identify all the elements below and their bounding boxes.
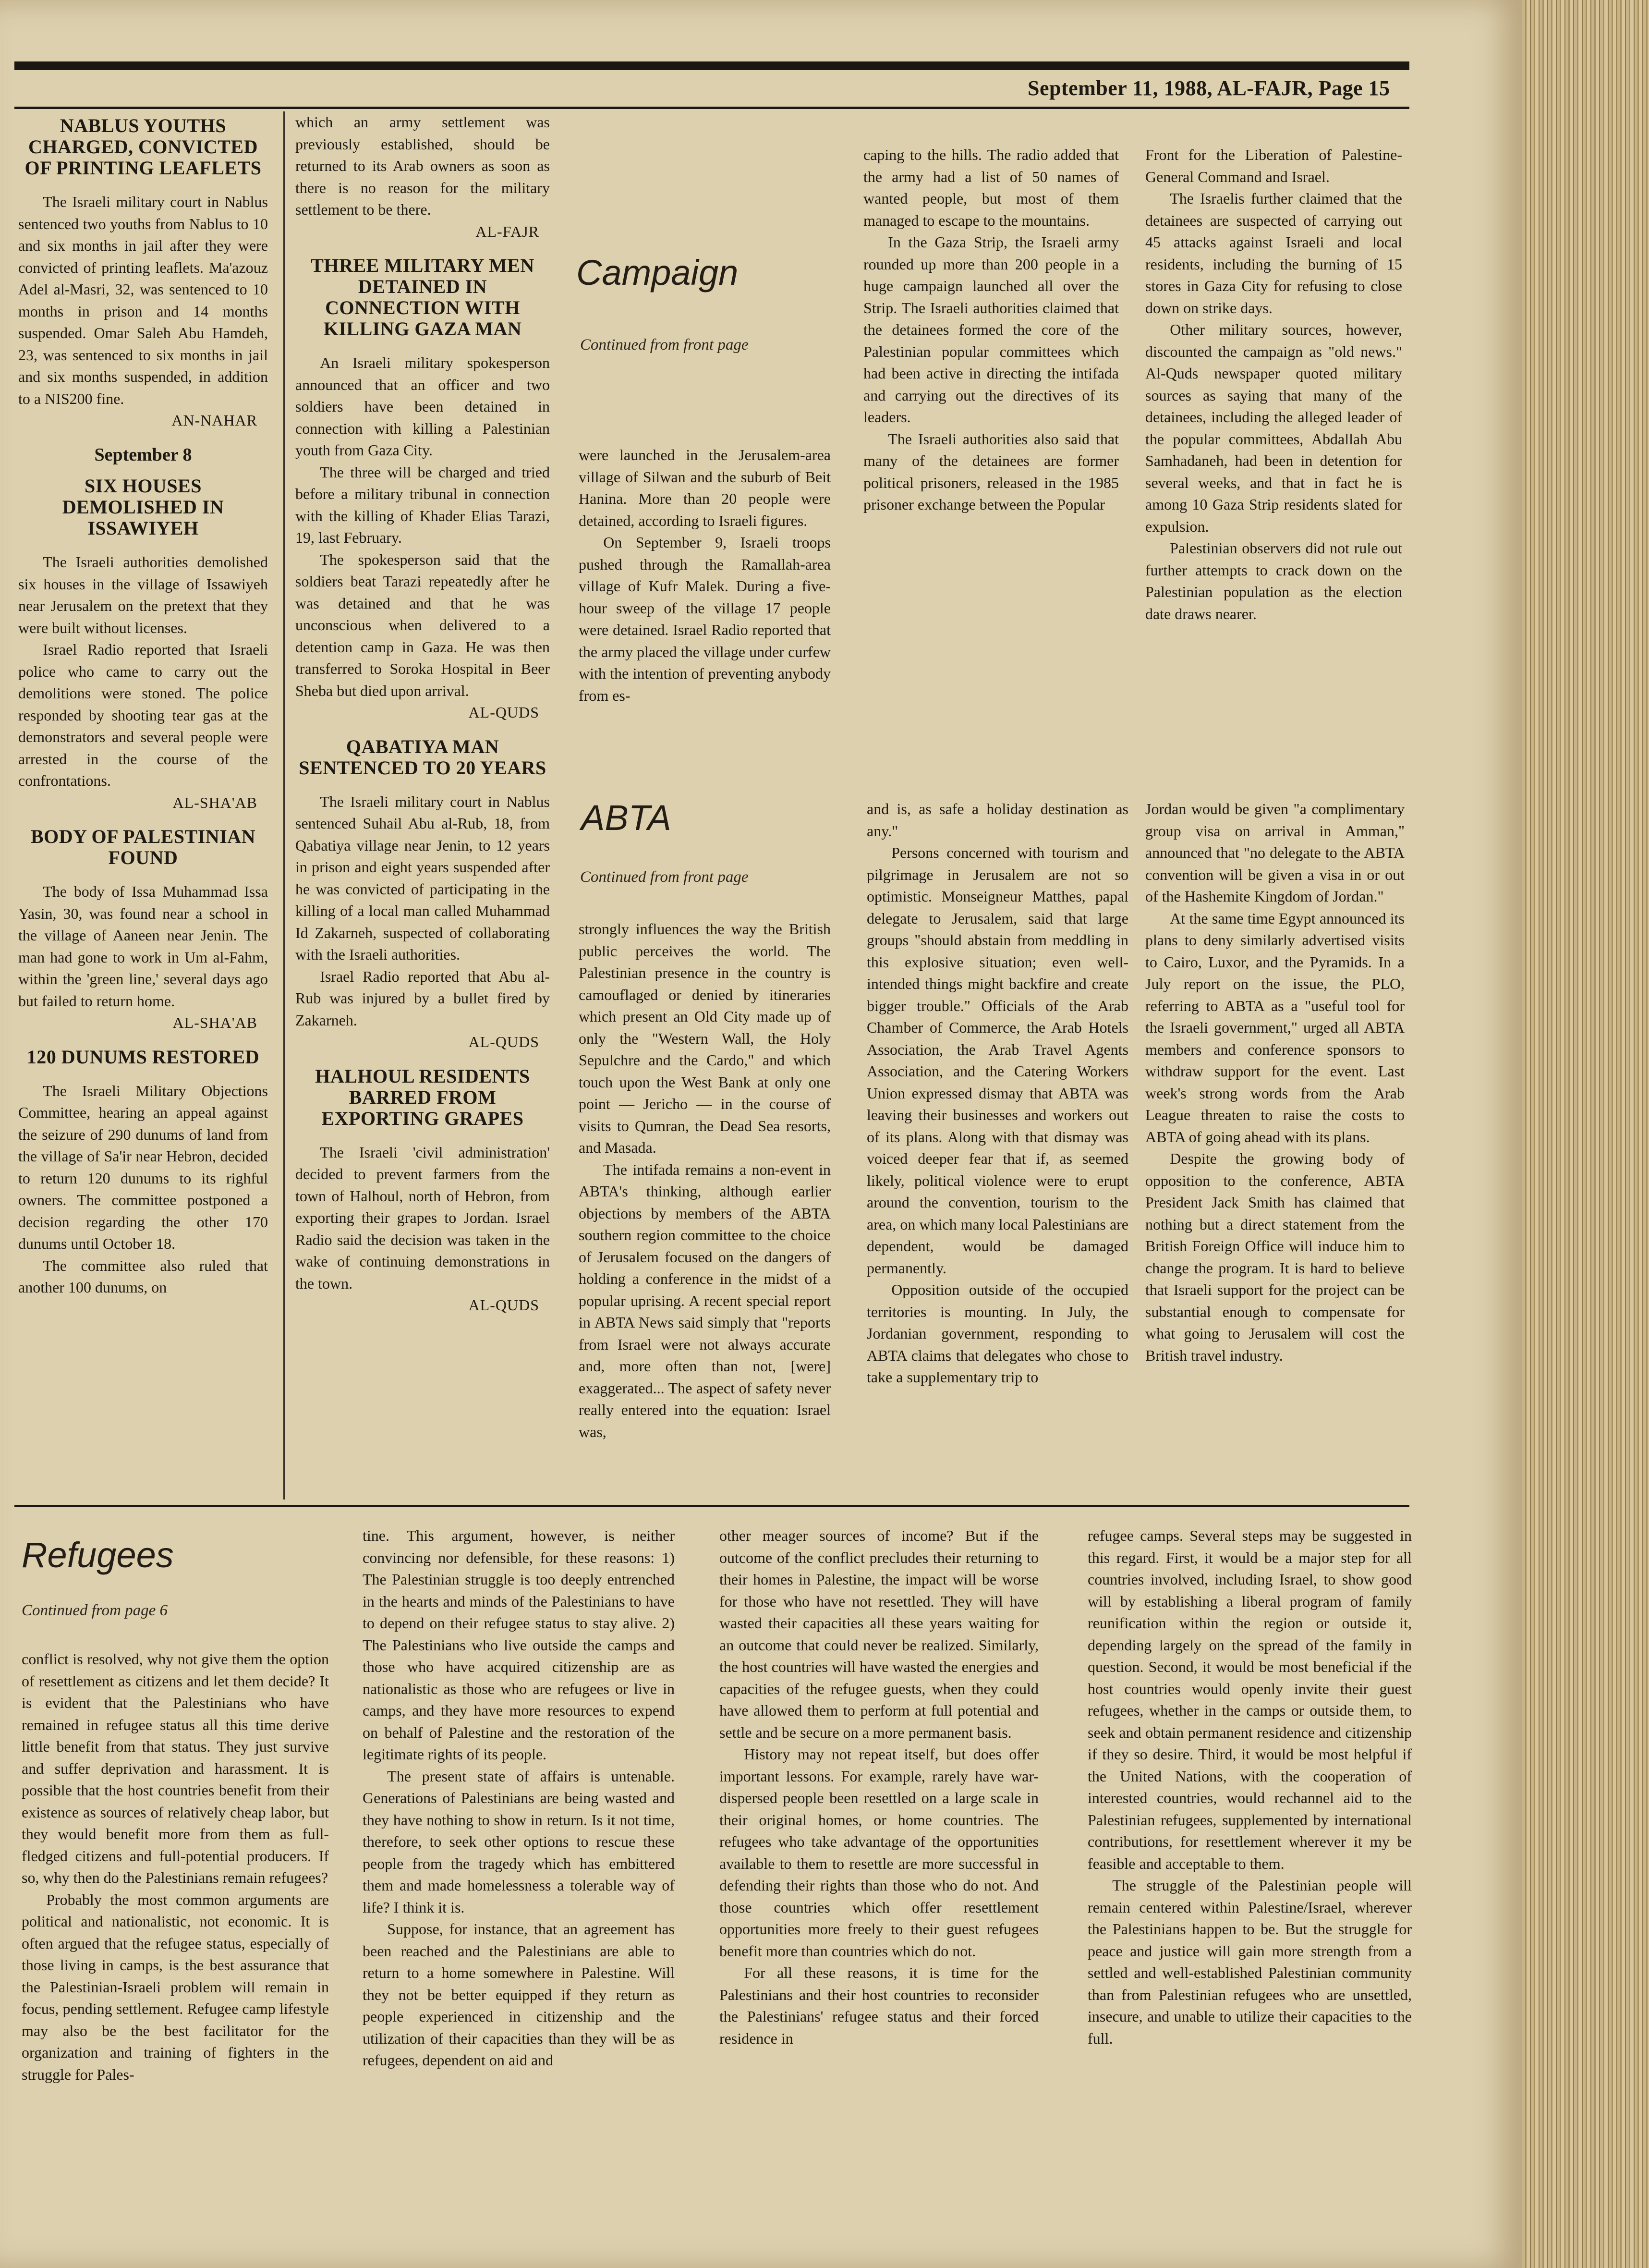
campaign-para-6: Front for the Liberation of Palestine-General Command and Israel. [1145,146,1402,185]
story-halhoul: The Israeli 'civil administration' decided to prevent farmers from the town of Halhoul, north of Hebron, from exporting their grapes to Jordan. Israel Radio said the decision was taken in the wake of continuing demonstrations in the town. [295,1143,550,1292]
abta-para-3: and is, as safe a holiday destination as any." [867,800,1128,840]
source-al-fajr: AL-FAJR [475,222,539,240]
abta-col-c [1145,798,1405,1500]
abta-para-6: Jordan would be given "a complimentary group visa on arrival in Amman," announced that "no delegate to the ABTA convention will be given a visa in or out of the Hashemite Kingdom of Jordan." [1145,800,1405,905]
campaign-col-b [863,144,1119,747]
headline-qabatiya: QABATIYA MAN SENTENCED TO 20 YEARS [299,735,546,779]
story-dunums-2: The committee also ruled that another 100 dunums, on [18,1256,268,1296]
dateline-sept-8: September 8 [94,444,192,465]
campaign-para-5: The Israeli authorities also said that many of the detainees are former political prisoners, released in the 1985 prisoner exchange between the Popular [863,430,1119,513]
refugees-para-8: For all these reasons, it is time for the Palestinians and their host countries to reconsider the Palestinians' refugee status and their forced residence in [719,1964,1039,2047]
abta-col-b [867,798,1128,1500]
abta-para-5: Opposition outside of the occupied territories is mounting. In July, the Jordanian government, responding to ABTA claims that delegates who chose to take a supplementary trip to [867,1281,1128,1386]
campaign-para-2: On September 9, Israeli troops pushed through the Ramallah-area village of Kufr Malek. During a five-hour sweep of the village 17 people were detained. Israel Radio reported that the army placed the village under curfew with the intention of preventing anybody from es- [579,534,831,704]
headline-three-men: THREE MILITARY MEN DETAINED IN CONNECTION WITH KILLING GAZA MAN [311,255,534,340]
campaign-para-8: Other military sources, however, discounted the campaign as "old news." Al-Quds newspaper quoted military sources as saying that many of the detainees, including the alleged leader of the popular committees, Abdallah Abu Samhadaneh, had been in detention for several weeks, and that in fact he is among 10 Gaza Strip residents slated for expulsion. [1145,321,1402,535]
abta-para-8: Despite the growing body of opposition to the conference, ABTA President Jack Smith has claimed that nothing but a direct statement from the British Foreign Office will induce him to change the program. It is hard to believe that Israeli support for the project can be substantial enough to compensate for what going to Jerusalem will cost the British travel industry. [1145,1150,1405,1364]
refugees-col-1 [22,1648,329,2186]
refugees-para-4: The present state of affairs is untenable. Generations of Palestinians are being wasted and they have nothing to show in return. Is it not time, therefore, to seek other options to rescue these people from the tragedy which has embittered them and made homelessness a tolerable way of life? I think it is. [363,1767,675,1916]
refugees-col-4 [1088,1525,1412,2188]
abta-para-7: At the same time Egypt announced its plans to deny similarly advertised visits to Cairo, Luxor, and the Pyramids. In a July report on the issue, the PLO, referring to ABTA as a "useful tool for the Israeli government," urged all ABTA members and conference sponsors to withdraw support for the event. Last week's strong words from the Arab League threaten to raise the costs to ABTA of going ahead with its plans. [1145,909,1405,1146]
refugees-para-10: The struggle of the Palestinian people will remain centered within Palestine/Israel, wherever the Palestinians happen to be. But the struggle for peace and justice will gain more strength from a settled and well-established Palestinian community than from Palestinian refugees who are unsettled, insecure, and unable to utilize their capacities to the full. [1088,1877,1412,2047]
abta-para-2: The intifada remains a non-event in ABTA's thinking, although earlier objections by members of the ABTA southern region committee to the choice of Jerusalem focused on the dangers of holding a conference in the midst of a popular uprising. A recent special report in ABTA News said simply that "reports from Israel were not always accurate and, more often than not, [were] exaggerated... The aspect of safety never really entered into the equation: Israel was, [579,1160,831,1440]
source-al-quds-3: AL-QUDS [468,1296,539,1314]
refugees-para-2: Probably the most common arguments are political and nationalistic, not economic. It is often argued that the refugee status, especially of those living in camps, is the best assurance that the Palestinian-Israeli problem will remain in focus, pending settlement. Refugee camp lifestyle may also be the best facilitator for the organization and training of fighters in the struggle for Pales- [22,1890,329,2083]
campaign-para-1: were launched in the Jerusalem-area village of Silwan and the suburb of Beit Hanina. More than 20 people were detained, according to Israeli figures. [579,446,831,529]
refugees-para-5: Suppose, for instance, that an agreement has been reached and the Palestinians are able to return to a home somewhere in Palestine. Will they not be better equipped if they return as people experienced in citizenship and the utilization of their capacities than they will be as refugees, dependent on aid and [363,1920,675,2069]
top-thick-rule [14,61,1409,70]
story-body: The body of Issa Muhammad Issa Yasin, 30, was found near a school in the village of Aaneen near Jenin. The man had gone to work in Um al-Fahm, within the 'green line,' several days ago but failed to return home. [18,883,268,1010]
abta-jumphead: ABTA [581,798,671,838]
headline-body: BODY OF PALESTINIAN FOUND [30,826,256,868]
campaign-continued-line: Continued from front page [580,336,749,354]
source-al-quds-1: AL-QUDS [468,704,539,721]
headline-houses: SIX HOUSES DEMOLISHED IN ISSAWIYEH [62,475,224,539]
source-al-quds-2: AL-QUDS [468,1033,539,1050]
story-qabatiya-1: The Israeli military court in Nablus sentenced Suhail Abu al-Rub, 18, from Qabatiya village near Jenin, to 12 years in prison and eight years suspended after he was convicted of participating in the killing of a local man called Muhammad Id Zakarneh, suspected of collaborating with the Israeli authorities. [295,793,550,963]
story-dunums-continued: which an army settlement was previously established, should be returned to its Arab owners as soon as there is no reason for the military settlement to be there. [295,113,550,218]
refugees-jumphead: Refugees [22,1535,174,1575]
book-page-edges [1522,0,1649,2268]
abta-col-a [579,918,831,1500]
story-three-3: The spokesperson said that the soldiers beat Tarazi repeatedly after he was detained and that he was unconscious when delivered to a detention camp in Gaza. He was then transferred to Soroka Hospital in Beer Sheba but died upon arrival. [295,550,550,699]
briefs-column-1 [18,111,268,1500]
story-houses-2: Israel Radio reported that Israeli police who came to carry out the demolitions were stoned. The police responded by shooting tear gas at the demonstrators and several people were arrested in the course of the confrontations. [18,641,268,789]
abta-para-4: Persons concerned with tourism and pilgrimage in Jerusalem are not so optimistic. Monseigneur Matthes, papal delegate to Jerusalem, said that large groups "should abstain from meddling in this explosive situation; even well-intended things might backfire and create bigger trouble." Officials of the Arab Chamber of Commerce, the Arab Hotels Association, the Arab Travel Agents Association, and the Catering Workers Union expressed dismay that ABTA was leaving their businesses and workers out of its plans. Along with that dismay was voiced deeper fear that if, as seemed likely, political violence were to erupt around the convention, tourism to the area, on which many local Palestinians are dependent, would be damaged permanently. [867,844,1128,1277]
story-nablus: The Israeli military court in Nablus sentenced two youths from Nablus to 10 and six months in jail after they were convicted of printing leaflets. Ma'azouz Adel al-Masri, 32, was sentenced to 10 months in prison and 14 months suspended. Omar Saleh Abu Hamdeh, 23, was sentenced to six months in jail and six months suspended, in addition to a NIS200 fine. [18,193,268,407]
campaign-jumphead: Campaign [576,253,739,293]
headline-dunums: 120 DUNUMS RESTORED [26,1046,260,1068]
campaign-para-7: The Israelis further claimed that the detainees are suspected of carrying out 45 attacks against Israeli and local residents, including the burning of 15 stores in Gaza City for refusing to close down on strike days. [1145,190,1402,317]
campaign-para-9: Palestinian observers did not rule out further attempts to crack down on the Palestinian population as the election date draws nearer. [1145,539,1402,622]
refugees-para-1: conflict is resolved, why not give them the option of resettlement as citizens and let them decide? It is evident that the Palestinians who have remained in refugee status all this time derive little benefit from that status. They just survive and suffer deprivation and harassment. It is possible that the host countries benefit from their existence as sources of relatively cheap labor, but they would benefit more from them as full-fledged citizens and full-potential producers. If so, why then do the Palestinians remain refugees? [22,1650,329,1886]
abta-continued-line: Continued from front page [580,868,749,886]
story-three-2: The three will be charged and tried before a military tribunal in connection with the killing of Khader Elias Tarazi, 19, last February. [295,463,550,546]
refugees-continued-line: Continued from page 6 [22,1602,168,1619]
story-houses-1: The Israeli authorities demolished six houses in the village of Issawiyeh near Jerusalem on the pretext that they were built without licenses. [18,553,268,636]
refugees-para-7: History may not repeat itself, but does offer important lessons. For example, rarely have war-dispersed people been resettled on a large scale in their original homes, or home countries. The refugees who take advantage of the opportunities available to them to resettle are more successful in defending their rights than those who do not. And those countries which offer resettlement opportunities more freely to their guest refugees benefit more than countries which do not. [719,1745,1039,1960]
source-al-shaab-2: AL-SHA'AB [172,1014,257,1031]
refugees-col-2 [363,1525,675,2188]
campaign-col-c [1145,144,1402,747]
source-al-shaab-1: AL-SHA'AB [172,793,257,811]
col-divider-1 [283,111,285,1500]
refugees-para-3: tine. This argument, however, is neither convincing nor defensible, for these reasons: 1) The Palestinian struggle is too deeply entrenched in the hearts and minds of the Palestinians to have to depend on their refugee status to stay alive. 2) The Palestinians who live outside the camps and those who have acquired citizenship are as nationalistic as those who are refugees or live in camps, and they have more resources to expend on behalf of Palestine and the restoration of the legitimate rights of its people. [363,1527,675,1763]
refugees-para-9: refugee camps. Several steps may be suggested in this regard. First, it would be a major step for all countries involved, including Israel, to show good will by establishing a liberal program of family reunification within the region or outside it, depending largely on the spread of the family in question. Second, it would be most beneficial if the host countries would openly invite their guest refugees, whether in the camps or outside them, to seek and obtain permanent residence and citizenship if they so desire. Third, it would be most helpful if the United Nations, with the cooperation of interested countries, would rechannel aid to the Palestinian refugees, supplemented by international contributions, for resettlement wherever it my be feasible and acceptable to them. [1088,1527,1412,1872]
headline-nablus: NABLUS YOUTHS CHARGED, CONVICTED OF PRINTING LEAFLETS [24,115,262,179]
campaign-para-4: In the Gaza Strip, the Israeli army rounded up more than 200 people in a huge campaign launched all over the Strip. The Israeli authorities claimed that the detainees formed the core of the Palestinian popular committees which had been active in directing the intifada and carrying out the directives of its leaders. [863,233,1119,426]
briefs-column-2 [295,111,550,1500]
campaign-para-3: caping to the hills. The radio added that the army had a list of 50 names of wanted people, but most of them managed to escape to the mountains. [863,146,1119,229]
refugees-para-6: other meager sources of income? But if the outcome of the conflict precludes their returning to their homes in Palestine, the impact will be worse for those who have not resettled. They will have wasted their capacities all these years waiting for an outcome that could never be realized. Similarly, the host countries will have wasted the energies and capacities of the refugee guests, when they could have allowed them to perform at full potential and settle and be secure on a more permanent basis. [719,1527,1039,1741]
header-rule [14,107,1409,109]
abta-para-1: strongly influences the way the British public perceives the world. The Palestinian presence in the country is camouflaged or denied by itineraries which present an Old City made up of only the "Western Wall, the Holy Sepulchre and the Cardo," and which touch upon the West Bank at only one point — Jericho — in the course of visits to Qumran, the Dead Sea resorts, and Masada. [579,920,831,1156]
page-header: September 11, 1988, AL-FAJR, Page 15 [1028,76,1390,100]
story-three-1: An Israeli military spokesperson announced that an officer and two soldiers have been detained in connection with killing a Palestinian youth from Gaza City. [295,354,550,459]
refugees-col-3 [719,1525,1039,2188]
refugees-section-rule [14,1505,1409,1507]
campaign-col-a [579,444,831,747]
story-qabatiya-2: Israel Radio reported that Abu al-Rub was injured by a bullet fired by Zakarneh. [295,967,550,1029]
headline-halhoul: HALHOUL RESIDENTS BARRED FROM EXPORTING GRAPES [315,1065,530,1129]
source-an-nahar: AN-NAHAR [171,412,257,429]
story-dunums-1: The Israeli Military Objections Committee, hearing an appeal against the seizure of 290 dunums of land from the village of Sa'ir near Hebron, decided to return 120 dunums to its righful owners. The committee postponed a decision regarding the other 170 dunums until October 18. [18,1082,268,1252]
